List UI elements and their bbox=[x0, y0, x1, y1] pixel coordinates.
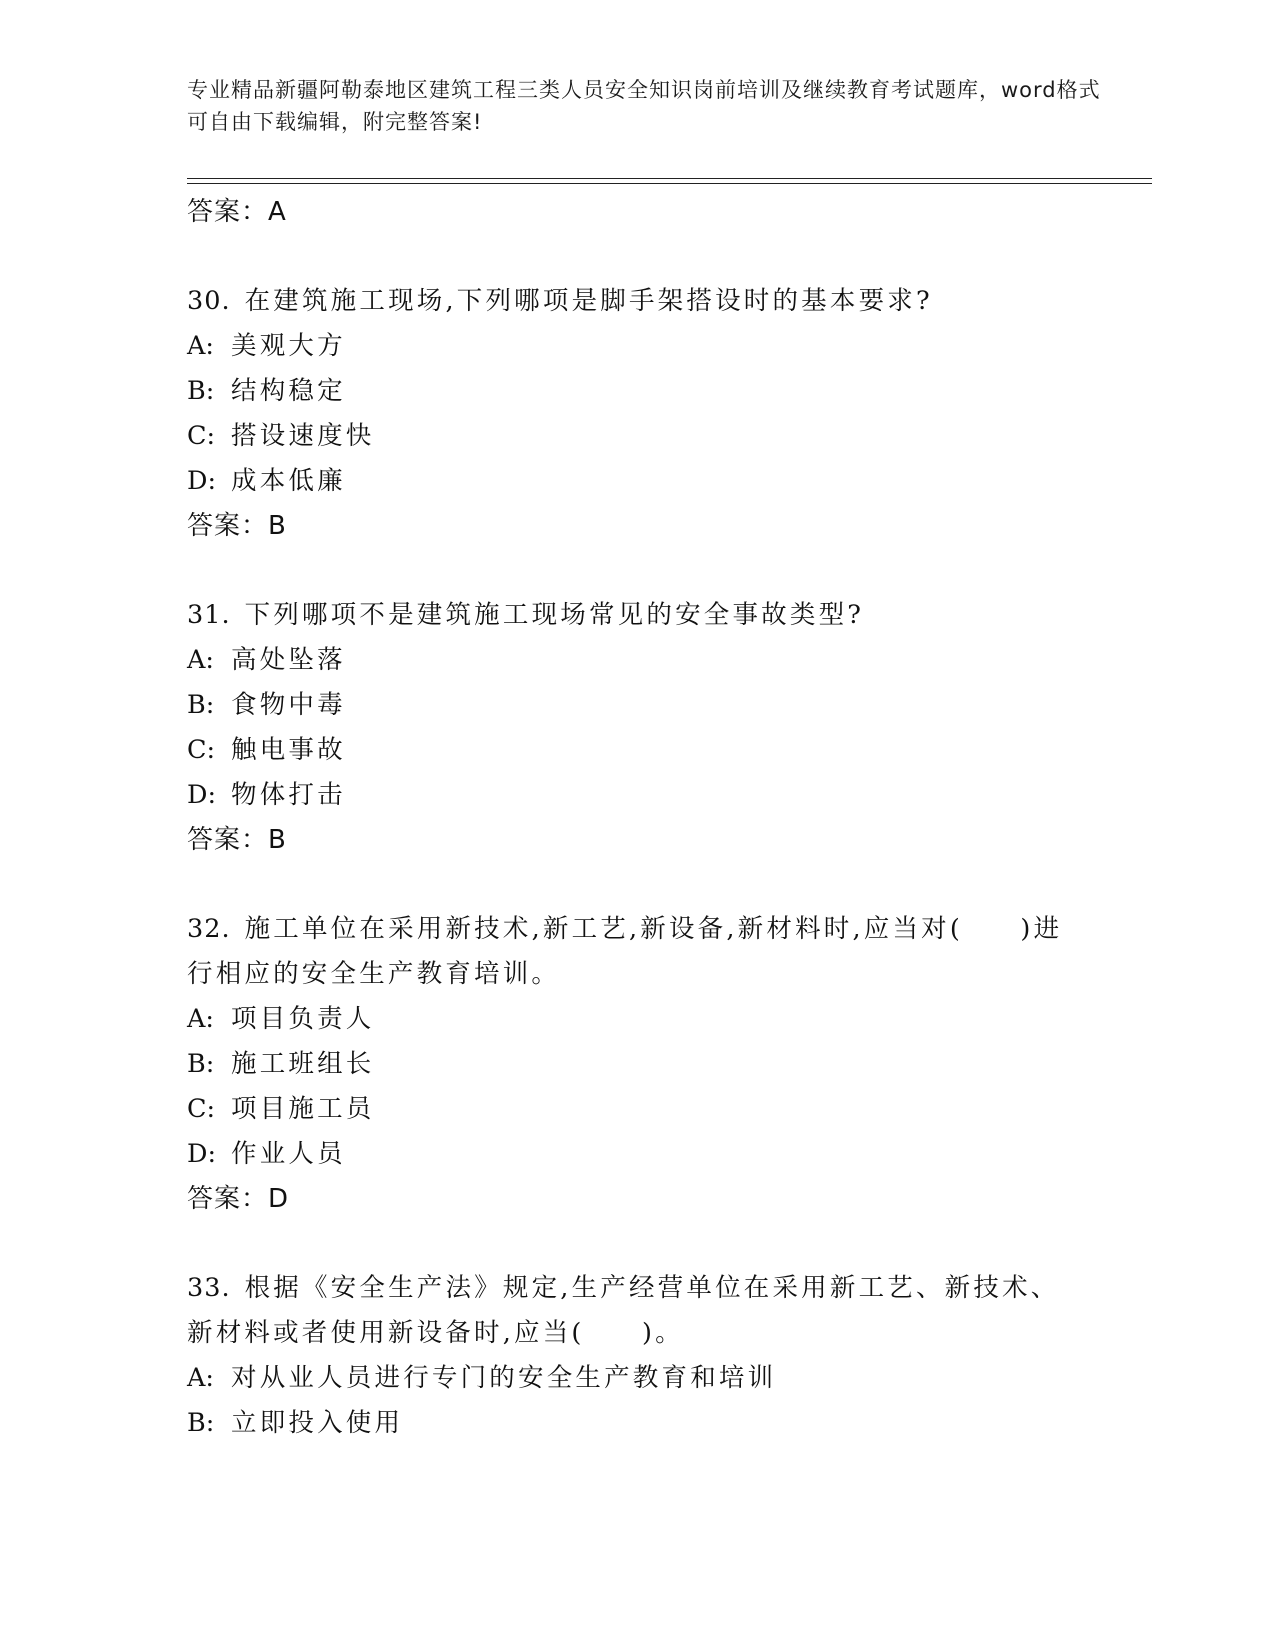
question-text bbox=[187, 279, 1087, 324]
option-text: 结构稳定 bbox=[231, 376, 346, 406]
option-b bbox=[187, 1042, 1087, 1087]
option-letter: D: bbox=[187, 466, 217, 496]
question-number: 33. bbox=[187, 1273, 231, 1303]
question-stem: 施工单位在采用新技术,新工艺,新设备,新材料时,应当对( )进行相应的安全生产教育培训。 bbox=[187, 914, 1063, 989]
option-letter: D: bbox=[187, 1139, 217, 1169]
option-b bbox=[187, 1401, 1087, 1446]
header-rule-bottom bbox=[187, 183, 1152, 184]
question-number: 31. bbox=[187, 600, 231, 630]
option-text: 搭设速度快 bbox=[231, 421, 375, 451]
option-text: 触电事故 bbox=[231, 735, 346, 765]
question-list bbox=[187, 190, 1087, 1446]
option-text: 施工班组长 bbox=[231, 1049, 375, 1079]
question-30 bbox=[187, 279, 1087, 548]
document-header: 专业精品新疆阿勒泰地区建筑工程三类人员安全知识岗前培训及继续教育考试题库，word格式可自由下载编辑，附完整答案! bbox=[187, 78, 1101, 134]
option-text: 项目负责人 bbox=[231, 1004, 375, 1034]
answer-line: 答案：D bbox=[187, 1184, 290, 1214]
question-text bbox=[187, 593, 1087, 638]
option-text: 物体打击 bbox=[231, 780, 346, 810]
option-letter: A: bbox=[187, 645, 215, 675]
option-a bbox=[187, 324, 1087, 369]
question-text bbox=[187, 1266, 1087, 1356]
option-letter: C: bbox=[187, 1094, 216, 1124]
question-stem: 在建筑施工现场,下列哪项是脚手架搭设时的基本要求? bbox=[244, 286, 933, 316]
option-text: 食物中毒 bbox=[231, 690, 346, 720]
question-number: 32. bbox=[187, 914, 231, 944]
question-31 bbox=[187, 593, 1087, 862]
option-text: 美观大方 bbox=[231, 331, 346, 361]
question-33 bbox=[187, 1266, 1087, 1446]
option-letter: C: bbox=[187, 735, 216, 765]
option-d bbox=[187, 773, 1087, 818]
question-text bbox=[187, 907, 1087, 997]
question-32 bbox=[187, 907, 1087, 1221]
option-text: 成本低廉 bbox=[231, 466, 346, 496]
option-text: 高处坠落 bbox=[231, 645, 346, 675]
option-letter: D: bbox=[187, 780, 217, 810]
option-text: 作业人员 bbox=[231, 1139, 346, 1169]
previous-answer: 答案：A bbox=[187, 197, 287, 227]
option-text: 立即投入使用 bbox=[231, 1408, 404, 1438]
question-stem: 下列哪项不是建筑施工现场常见的安全事故类型? bbox=[244, 600, 865, 630]
option-a bbox=[187, 997, 1087, 1042]
header-rule-top bbox=[187, 178, 1152, 179]
option-text: 对从业人员进行专门的安全生产教育和培训 bbox=[231, 1363, 777, 1393]
option-c bbox=[187, 1087, 1087, 1132]
option-letter: A: bbox=[187, 1363, 215, 1393]
question-number: 30. bbox=[187, 286, 231, 316]
option-letter: B: bbox=[187, 1049, 215, 1079]
option-text: 项目施工员 bbox=[231, 1094, 375, 1124]
option-letter: B: bbox=[187, 376, 215, 406]
option-letter: B: bbox=[187, 690, 215, 720]
option-a bbox=[187, 1356, 1087, 1401]
option-letter: A: bbox=[187, 1004, 215, 1034]
answer-line: 答案：B bbox=[187, 825, 287, 855]
option-b bbox=[187, 369, 1087, 414]
option-a bbox=[187, 638, 1087, 683]
option-d bbox=[187, 1132, 1087, 1177]
question-stem: 根据《安全生产法》规定,生产经营单位在采用新工艺、新技术、新材料或者使用新设备时,应当( )。 bbox=[187, 1273, 1060, 1348]
option-c bbox=[187, 414, 1087, 459]
answer-line: 答案：B bbox=[187, 511, 287, 541]
option-letter: A: bbox=[187, 331, 215, 361]
option-letter: C: bbox=[187, 421, 216, 451]
option-d bbox=[187, 459, 1087, 504]
option-c bbox=[187, 728, 1087, 773]
option-b bbox=[187, 683, 1087, 728]
option-letter: B: bbox=[187, 1408, 215, 1438]
